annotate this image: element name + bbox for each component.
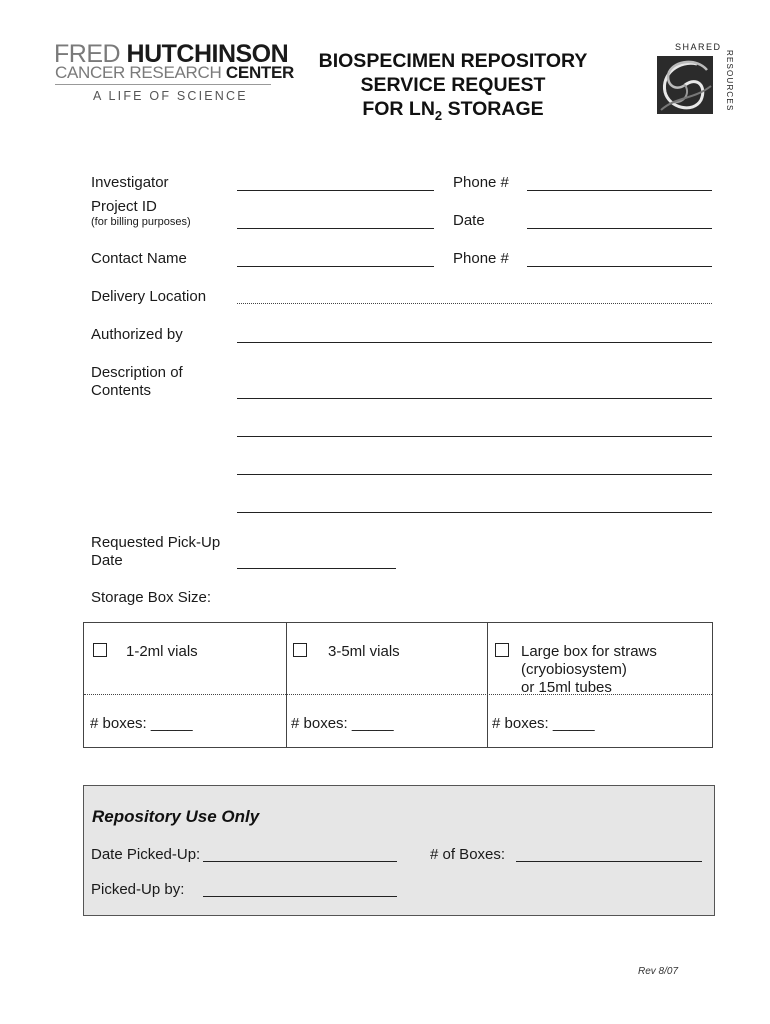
shared-resources-logo — [655, 42, 734, 118]
pickup-label-line2: Date — [91, 552, 123, 569]
shared-resources-text-shared: SHARED — [675, 42, 722, 52]
logo-cancer-research: CANCER RESEARCH — [55, 63, 222, 82]
description-field-line2[interactable] — [237, 436, 712, 437]
project-id-label: Project ID — [91, 198, 157, 215]
repository-use-section — [83, 785, 715, 916]
title-line-3: FOR $LN_2$ STORAGE — [362, 98, 544, 123]
storage-box-size-label: Storage Box Size: — [91, 589, 212, 606]
title-line-2: SERVICE REQUEST — [360, 74, 546, 96]
description-label-line2: Contents — [91, 382, 152, 399]
option-label-large-line2: (cryobiosystem) — [521, 661, 627, 678]
title-line-1: BIOSPECIMEN REPOSITORY — [318, 50, 588, 72]
num-boxes-field[interactable] — [516, 861, 702, 862]
description-field-line3[interactable] — [237, 474, 712, 475]
project-id-field[interactable] — [237, 228, 434, 229]
logo-tagline: A LIFE OF SCIENCE — [93, 89, 248, 103]
option-label-3-5ml: 3-5ml vials — [328, 643, 400, 660]
description-label-line1: Description of — [91, 364, 183, 381]
picked-up-by-label: Picked-Up by: — [91, 881, 185, 898]
num-boxes-label: # of Boxes: — [430, 846, 506, 863]
pickup-label-line1: Requested Pick-Up — [91, 534, 221, 551]
date-label: Date — [453, 212, 485, 229]
table-row-divider — [84, 694, 712, 695]
boxes-count-1[interactable]: # boxes: _____ — [90, 715, 193, 732]
description-field-line1[interactable] — [237, 398, 712, 399]
investigator-label: Investigator — [91, 174, 169, 191]
logo-wordmark-line2 — [55, 64, 294, 82]
delivery-location-field[interactable] — [237, 303, 712, 304]
date-picked-up-field[interactable] — [203, 861, 397, 862]
authorized-by-field[interactable] — [237, 342, 712, 343]
option-label-large-line1: Large box for straws — [521, 643, 657, 660]
boxes-count-3[interactable]: # boxes: _____ — [492, 715, 595, 732]
phone-field-1[interactable] — [527, 190, 712, 191]
checkbox-3-5ml-vials[interactable] — [293, 643, 307, 657]
phone-label-2: Phone # — [453, 250, 509, 267]
table-divider-1 — [286, 623, 287, 747]
logo-center: CENTER — [225, 63, 295, 82]
shared-resources-text-resources: RESOURCES — [725, 50, 734, 112]
logo-fred: FRED — [54, 40, 121, 68]
spiral-emblem-icon — [657, 56, 713, 114]
box-size-table — [83, 622, 713, 748]
description-field-line4[interactable] — [237, 512, 712, 513]
logo-rule — [55, 84, 271, 85]
picked-up-by-field[interactable] — [203, 896, 397, 897]
contact-name-label: Contact Name — [91, 250, 187, 267]
delivery-location-label: Delivery Location — [91, 288, 207, 305]
boxes-count-2[interactable]: # boxes: _____ — [291, 715, 394, 732]
contact-name-field[interactable] — [237, 266, 434, 267]
repository-title: Repository Use Only — [92, 807, 260, 826]
logo-hutchinson: HUTCHINSON — [126, 40, 289, 68]
date-field[interactable] — [527, 228, 712, 229]
phone-label-1: Phone # — [453, 174, 509, 191]
authorized-by-label: Authorized by — [91, 326, 183, 343]
form-title — [288, 49, 618, 128]
pickup-date-field[interactable] — [237, 568, 396, 569]
option-label-1-2ml: 1-2ml vials — [126, 643, 198, 660]
phone-field-2[interactable] — [527, 266, 712, 267]
billing-note: (for billing purposes) — [91, 216, 191, 228]
option-label-large-line3: or 15ml tubes — [521, 679, 612, 696]
table-divider-2 — [487, 623, 488, 747]
revision-note: Rev 8/07 — [638, 966, 679, 977]
investigator-field[interactable] — [237, 190, 434, 191]
date-picked-up-label: Date Picked-Up: — [91, 846, 201, 863]
checkbox-1-2ml-vials[interactable] — [93, 643, 107, 657]
checkbox-large-box[interactable] — [495, 643, 509, 657]
